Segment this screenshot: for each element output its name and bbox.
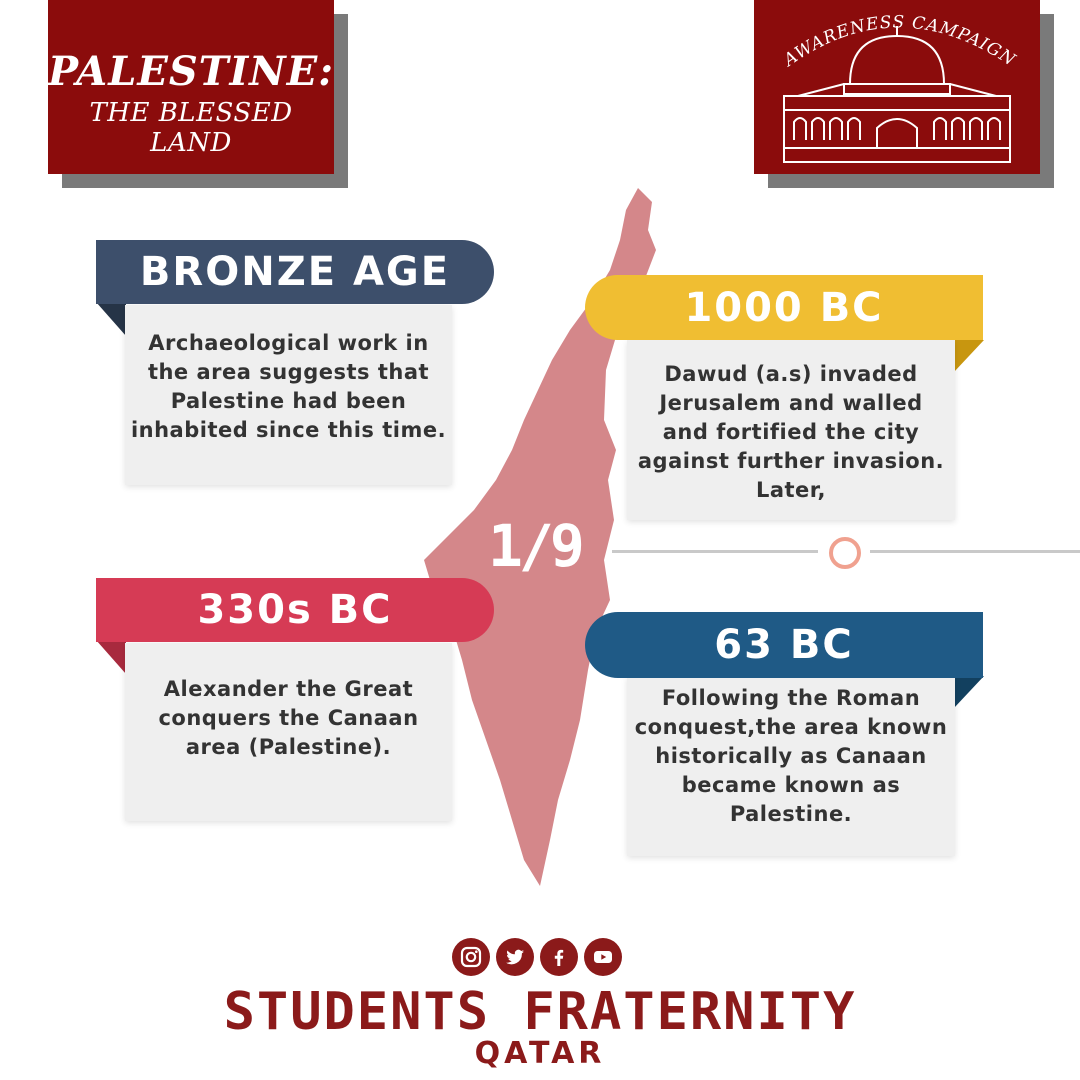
title-box [48,0,334,174]
badge-text: AWARENESS CAMPAIGN [780,12,1020,71]
instagram-icon[interactable] [452,938,490,976]
connector-line-left [612,550,818,553]
card-text-63-bc: Following the Roman conquest,the area known historically as Canaan became known as Palestine. [634,686,948,826]
awareness-badge [754,0,1040,174]
card-63-bc [627,676,955,856]
card-fold-63-bc [954,676,984,708]
card-bronze-age [125,305,452,485]
card-text-330s-bc: Alexander the Great conquers the Canaan area (Palestine). [158,677,419,759]
svg-text:AWARENESS CAMPAIGN [779,12,1020,71]
twitter-icon[interactable] [496,938,534,976]
connector-ring [829,537,861,569]
org-location: QATAR [474,1036,606,1071]
facebook-icon[interactable] [540,938,578,976]
org-name: STUDENTS FRATERNITY [223,982,857,1042]
title-line1: PALESTINE: [48,48,334,95]
dome-of-the-rock-icon [754,0,1040,174]
youtube-icon[interactable] [584,938,622,976]
card-fold-bronze-age [96,302,126,336]
card-text-bronze-age: Archaeological work in the area suggests that Palestine had been inhabited since this time. [130,331,447,442]
card-fold-1000-bc [954,340,984,372]
banner-bronze-age: BRONZE AGE [96,240,494,304]
card-330s-bc [125,643,452,821]
card-text-1000-bc: Dawud (a.s) invaded Jerusalem and walled and fortified the city against further invasion. Later, [637,362,945,502]
banner-330s-bc: 330s BC [96,578,494,642]
connector-line-right [870,550,1080,553]
page-counter: 1/9 [488,512,581,580]
banner-1000-bc: 1000 BC [585,275,983,340]
title-line2: THE BLESSED LAND [89,98,293,158]
card-fold-330s-bc [96,640,126,674]
card-1000-bc [627,340,955,520]
social-icons [452,938,622,976]
banner-63-bc: 63 BC [585,612,983,678]
